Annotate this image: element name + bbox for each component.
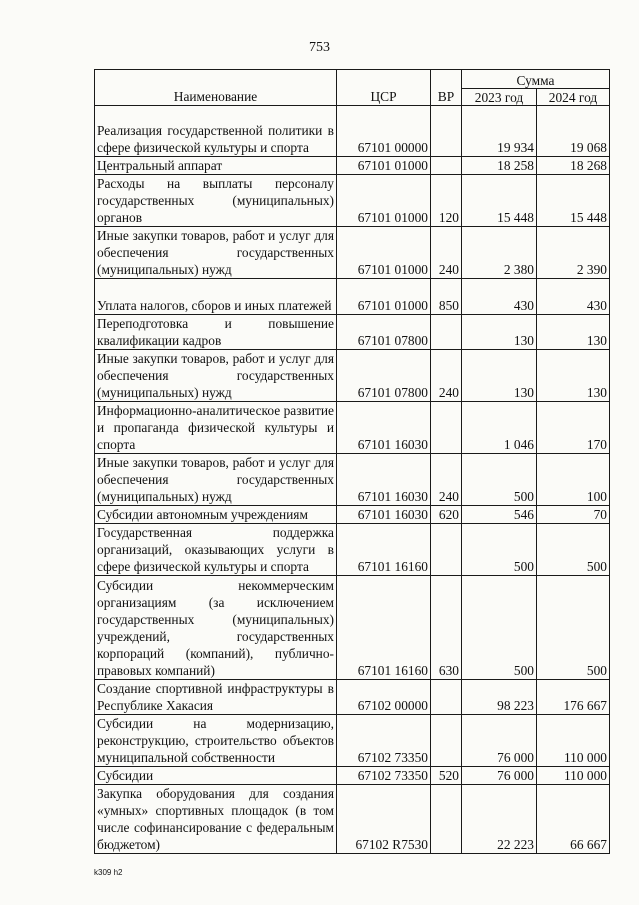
row-vr [431,402,462,454]
table-row [95,454,610,506]
row-name: Государственная поддержка организаций, оказывающих услуги в сфере физической культуры и спорта [95,524,337,576]
row-vr: 240 [431,454,462,506]
row-2024: 170 [537,402,610,454]
row-csr: 67101 16030 [337,402,431,454]
page-number: 753 [309,40,330,55]
row-2024: 430 [537,279,610,315]
row-vr: 120 [431,175,462,227]
row-name: Уплата налогов, сборов и иных платежей [95,279,337,315]
row-2023: 130 [462,315,537,350]
row-2023: 500 [462,454,537,506]
table-row [95,315,610,350]
table-row [95,157,610,175]
header-vr: ВР [431,70,462,106]
row-name: Центральный аппарат [95,157,337,175]
row-csr: 67101 00000 [337,106,431,157]
table-row [95,175,610,227]
row-2023: 19 934 [462,106,537,157]
footer-code: k309 h2 [94,868,123,877]
row-csr: 67102 R7530 [337,785,431,854]
row-2024: 110 000 [537,715,610,767]
header-row-1 [95,70,610,89]
row-2024: 100 [537,454,610,506]
table-row [95,506,610,524]
row-vr: 520 [431,767,462,785]
row-2024: 500 [537,524,610,576]
row-name: Реализация государственной политики в сфере физической культуры и спорта [95,106,337,157]
row-csr: 67101 01000 [337,227,431,279]
table-row [95,785,610,854]
row-2024: 15 448 [537,175,610,227]
row-vr: 620 [431,506,462,524]
row-2024: 130 [537,315,610,350]
row-2024: 66 667 [537,785,610,854]
row-vr [431,157,462,175]
row-2023: 18 258 [462,157,537,175]
row-2023: 2 380 [462,227,537,279]
row-csr: 67101 16030 [337,506,431,524]
row-2023: 546 [462,506,537,524]
row-2024: 19 068 [537,106,610,157]
row-vr: 630 [431,576,462,680]
row-name: Иные закупки товаров, работ и услуг для обеспечения государственных (муниципальных) нужд [95,350,337,402]
row-2023: 430 [462,279,537,315]
table-row [95,350,610,402]
row-2023: 76 000 [462,715,537,767]
row-csr: 67102 73350 [337,715,431,767]
budget-table [94,69,610,854]
row-name: Субсидии некоммерческим организациям (за исключением государственных (муниципальных) учреждений, государственных корпораций (компаний), публично-правовых компаний) [95,576,337,680]
row-csr: 67101 16160 [337,576,431,680]
row-2024: 18 268 [537,157,610,175]
row-csr: 67101 16030 [337,454,431,506]
row-name: Субсидии [95,767,337,785]
table-row [95,524,610,576]
row-2023: 22 223 [462,785,537,854]
row-2024: 110 000 [537,767,610,785]
row-2023: 98 223 [462,680,537,715]
row-name: Расходы на выплаты персоналу государственных (муниципальных) органов [95,175,337,227]
table-row [95,767,610,785]
row-2023: 130 [462,350,537,402]
header-year-2024: 2024 год [537,89,610,106]
row-name: Переподготовка и повышение квалификации кадров [95,315,337,350]
row-name: Информационно-аналитическое развитие и пропаганда физической культуры и спорта [95,402,337,454]
row-csr: 67102 00000 [337,680,431,715]
table-row [95,279,610,315]
row-vr [431,315,462,350]
table-row [95,402,610,454]
row-2023: 15 448 [462,175,537,227]
row-name: Субсидии автономным учреждениям [95,506,337,524]
table-row [95,715,610,767]
header-name: Наименование [95,70,337,106]
row-2023: 1 046 [462,402,537,454]
row-2023: 76 000 [462,767,537,785]
row-vr [431,106,462,157]
table-row [95,680,610,715]
row-vr: 240 [431,227,462,279]
row-name: Создание спортивной инфраструктуры в Республике Хакасия [95,680,337,715]
row-csr: 67101 07800 [337,350,431,402]
row-2024: 130 [537,350,610,402]
header-csr: ЦСР [337,70,431,106]
header-year-2023: 2023 год [462,89,537,106]
row-csr: 67101 07800 [337,315,431,350]
row-name: Закупка оборудования для создания «умных» спортивных площадок (в том числе софинансирование с федеральным бюджетом) [95,785,337,854]
header-sum: Сумма [462,70,610,89]
table-row [95,576,610,680]
row-csr: 67102 73350 [337,767,431,785]
row-vr: 240 [431,350,462,402]
row-2024: 176 667 [537,680,610,715]
row-csr: 67101 01000 [337,157,431,175]
row-2024: 2 390 [537,227,610,279]
row-2024: 70 [537,506,610,524]
row-csr: 67101 01000 [337,175,431,227]
row-csr: 67101 16160 [337,524,431,576]
row-2023: 500 [462,576,537,680]
table-row [95,227,610,279]
row-vr [431,524,462,576]
row-2023: 500 [462,524,537,576]
row-vr [431,680,462,715]
row-name: Иные закупки товаров, работ и услуг для обеспечения государственных (муниципальных) нужд [95,227,337,279]
row-vr [431,715,462,767]
row-name: Субсидии на модернизацию, реконструкцию, строительство объектов муниципальной собственности [95,715,337,767]
row-vr [431,785,462,854]
row-name: Иные закупки товаров, работ и услуг для обеспечения государственных (муниципальных) нужд [95,454,337,506]
row-vr: 850 [431,279,462,315]
row-csr: 67101 01000 [337,279,431,315]
table-row [95,106,610,157]
row-2024: 500 [537,576,610,680]
